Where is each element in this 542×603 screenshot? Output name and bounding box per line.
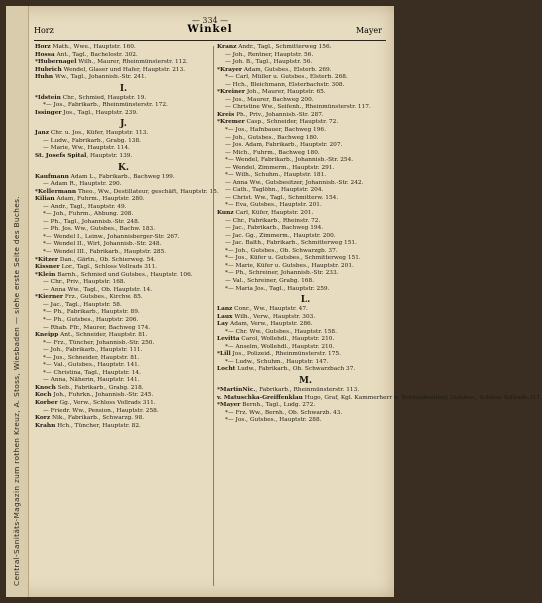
- directory-entry: Hubrich Wendel, Glaser und Hafer, Hauptstr. 213.: [35, 66, 186, 73]
- directory-entry: *— Wendel II., Wirt, Johannisb.-Str. 248.: [43, 241, 162, 248]
- directory-entry: Lay Adam, Verw., Hauptstr. 286.: [217, 321, 313, 328]
- directory-entry: *— Ludw., Schuhm., Hauptstr. 147.: [225, 358, 329, 365]
- directory-entry: *— Wendel III., Fabrikarb., Hauptstr. 285.: [43, 249, 167, 256]
- directory-entry: Locht Ludw., Fabrikarb., Ob. Schwarzbach 37.: [217, 366, 356, 373]
- directory-entry: *Krayer Adam, Gutsbes., Elsterb. 269.: [217, 66, 332, 73]
- directory-entry: Kilian Adam, Fuhrm., Hauptstr. 280.: [35, 196, 145, 203]
- directory-entry: *— Val., Gutsbes., Hauptstr. 141.: [43, 362, 140, 369]
- directory-entry: Kaufmann Adam L., Fabrikarb., Bachweg 199.: [35, 173, 175, 180]
- margin-advertisement-text: Central-Sanitäts-Magazin zum rothen Kreuz, A. Stoss, Wiesbaden — siehe erste Seite des Buches.: [12, 196, 21, 586]
- directory-entry: — Ph., Tagl., Johannisb.-Str. 248.: [43, 218, 140, 225]
- section-letter: K.: [118, 162, 129, 173]
- directory-entry: Kreis Ph., Priv., Johannisb.-Str. 287.: [217, 111, 324, 118]
- directory-entry: *Lill Jos., Polizeid., Rheinmünsterstr. 175.: [217, 351, 341, 358]
- directory-entry: — Anna Ww., Gutsbesitzer, Johannisb.-Str. 242.: [225, 179, 364, 186]
- directory-entry: *— Joh., Gutsbes., Ob. Schwarzgb. 37.: [225, 247, 338, 254]
- directory-entry: *— Chr. Ww., Gutsbes., Hauptstr. 158.: [225, 328, 337, 335]
- directory-entry: *MartinNic., Fabrikarb., Rheinmünsterstr. 113.: [217, 386, 360, 393]
- right-column: [217, 44, 542, 592]
- directory-entry: Issinger Jos., Tagl., Hauptstr. 239.: [35, 109, 138, 116]
- left-column: [35, 44, 219, 592]
- directory-entry: *Kierner Frz., Gutsbes., Kirchw. 85.: [35, 294, 143, 301]
- header-title: Winkel: [187, 24, 233, 35]
- directory-entry: — Jac. Gg., Zimmerm., Hauptstr. 200.: [225, 232, 336, 239]
- directory-entry: *— Wilh., Schuhm., Hauptstr. 181.: [225, 172, 327, 179]
- directory-entry: *— Jos., Hafnbauer, Bachweg 196.: [225, 127, 326, 134]
- section-letter: I.: [119, 83, 128, 94]
- directory-entry: — Anna, Näherin, Hauptstr. 141.: [43, 377, 140, 384]
- directory-entry: *— Eva, Gutsbes., Hauptstr. 201.: [225, 202, 322, 209]
- directory-entry: Levitta Carol, Wollehdl., Hauptstr. 210.: [217, 336, 335, 343]
- directory-entry: Huhn Ww., Tagl., Johannisb.-Str. 241.: [35, 74, 147, 81]
- directory-entry: — Jos. Adam, Fabrikarb., Hauptstr. 207.: [225, 142, 343, 149]
- directory-entry: Korber Gg., Verw., Schloss Vollrads 311.: [35, 399, 156, 406]
- directory-entry: — Rhab. Ffr., Maurer, Bachweg 174.: [43, 324, 151, 331]
- directory-entry: Kunz Carl, Küfer, Hauptstr. 201.: [217, 210, 314, 217]
- directory-entry: — Joh. B., Tagl., Hauptstr. 56.: [225, 59, 313, 66]
- directory-entry: *— Jos., Schneider, Hauptstr. 81.: [43, 354, 140, 361]
- column-divider: [213, 46, 214, 586]
- directory-entry: *— Christina, Tagl., Hauptstr. 14.: [43, 369, 141, 376]
- directory-entry: Knoch Seb., Fabrikarb., Grabg. 218.: [35, 384, 144, 391]
- directory-entry: — Andr., Tagl., Hauptstr. 49.: [43, 203, 127, 210]
- directory-entry: — Jac., Tagl., Hauptstr. 58.: [43, 301, 122, 308]
- directory-entry: — Christ. Ww., Tagl., Schmitterw. 154.: [225, 194, 339, 201]
- directory-entry: *— Ph., Gutsbes., Hauptstr. 206.: [43, 316, 139, 323]
- directory-entry: *— Frz. Ww., Bernh., Ob. Schwarzb. 43.: [225, 409, 343, 416]
- directory-entry: *— Jos., Gutsbes., Hauptstr. 288.: [225, 417, 322, 424]
- directory-entry: — Anna Ww., Tagl., Ob. Hauptstr. 14.: [43, 286, 153, 293]
- directory-entry: *Kitzer Dan., Gärtn., Ob. Schierweg. 54.: [35, 256, 156, 263]
- directory-entry: — Joh., Gutsbes., Bachweg 180.: [225, 134, 319, 141]
- directory-entry: Kneipp Ant., Schneider, Hauptstr. 81.: [35, 332, 148, 339]
- directory-entry: Horz Math., Wwe., Hauptstr. 160.: [35, 44, 136, 50]
- directory-entry: *— Anselm, Wollehdl., Hauptstr. 210.: [225, 343, 335, 350]
- section-letter: L.: [300, 295, 311, 306]
- directory-entry: *— Frz., Tüncher, Johannisb.-Str. 250.: [43, 339, 155, 346]
- directory-entry: *Kreiner Joh., Maurer, Hauptstr. 65.: [217, 89, 326, 96]
- directory-entry: — Mich., Fuhrm., Bachweg 180.: [225, 149, 320, 156]
- directory-entry: *Kellermann Theo., Ww., Destillateur, geschäft, Hauptstr. 15.: [35, 188, 219, 195]
- directory-entry: Koch Joh., Fuhrkn., Johannisb.-Str. 245.: [35, 392, 154, 399]
- advertisement-margin: [6, 6, 29, 597]
- header-rule: [34, 40, 386, 41]
- directory-entry: — Christine Ww., Seifenh., Rheinmünsterstr. 117.: [225, 104, 371, 111]
- directory-entry: *— Carl, Müller u. Gutsbes., Elsterb. 268.: [225, 74, 348, 81]
- directory-entry: *— Jos., Küfer u. Gutsbes., Schmitterweg 151.: [225, 255, 361, 262]
- directory-entry: — Jac., Fabrikarb., Bachweg 194.: [225, 225, 324, 232]
- directory-page: [6, 6, 542, 597]
- directory-entry: *— Ph., Fabrikarb., Hauptstr. 89.: [43, 309, 140, 316]
- directory-entry: — Val., Schreiner, Grabg. 168.: [225, 277, 314, 284]
- directory-entry: — Chr., Fabrikarb., Rheinstr. 72.: [225, 217, 321, 224]
- directory-entry: v. Matuschka-Greiffenklau Hugo, Graf, Kgl. Kammerherr u. Schlossbesitzer, Gutsbes., Schloss Vollrads 311.: [217, 394, 542, 401]
- directory-entry: *— Marie, Küfer u. Gutsbes., Hauptstr. 201.: [225, 262, 354, 269]
- directory-entry: — Joh., Rentner, Hauptstr. 56.: [225, 51, 314, 58]
- directory-entry: *Hubernagel Wilh., Maurer, Rheinmünsterstr. 112.: [35, 59, 188, 66]
- directory-entry: *Idstein Chr., Schmied, Hauptstr. 19.: [35, 94, 147, 101]
- directory-entry: — Hch., Bleichmann, Elsterbachstr. 308.: [225, 81, 345, 88]
- directory-entry: Kranz Andr., Tagl., Schmitterweg 156.: [217, 44, 332, 50]
- directory-entry: — Marie, Ww., Hauptstr. 114.: [43, 145, 130, 152]
- directory-entry: *— Wendel I., Leinw., Johannisberger-Str. 267.: [43, 233, 180, 240]
- directory-entry: *Klein Barnh., Schmied und Gutsbes., Hauptstr. 106.: [35, 271, 193, 278]
- directory-entry: Krahn Hch., Tüncher, Hauptstr. 82.: [35, 422, 141, 429]
- directory-entry: *Mayer Bernh., Tagl., Ludg. 272.: [217, 402, 316, 409]
- directory-entry: — Ludw., Fabrikarb., Grabg. 138.: [43, 137, 142, 144]
- directory-entry: *— Joh., Fuhrm., Ahbung. 208.: [43, 211, 134, 218]
- section-letter: M.: [298, 375, 313, 386]
- directory-entry: *— Ph., Schreiner, Johannisb.-Str. 233.: [225, 270, 339, 277]
- directory-entry: Lanz Conr., Ww., Hauptstr. 47.: [217, 306, 308, 313]
- directory-entry: Hossa Ant., Tagl., Bachelostr. 302.: [35, 51, 138, 58]
- directory-entry: St. Josefs Spital, Hauptstr. 139.: [35, 153, 133, 160]
- directory-entry: *— Jos., Fabrikarb., Rheinmünsterstr. 172.: [43, 102, 168, 109]
- directory-entry: — Joh., Fabrikarb., Hauptstr. 111.: [43, 347, 143, 354]
- directory-entry: — Adam R., Hauptstr. 290.: [43, 181, 122, 188]
- directory-entry: — Chr., Priv., Hauptstr. 168.: [43, 279, 126, 286]
- directory-entry: *— Wendel, Fabrikarb., Johannisb.-Str. 254.: [225, 157, 354, 164]
- directory-entry: — Friedr. Ww., Pension., Hauptstr. 258.: [43, 407, 159, 414]
- directory-entry: — Wendel, Zimmerm., Hauptstr. 291.: [225, 164, 335, 171]
- page-header: [34, 16, 386, 46]
- section-letter: J.: [120, 119, 127, 130]
- header-left-keyword: Horz: [34, 26, 54, 35]
- directory-entry: Korz Nik., Fabrikarb., Schwarzg. 98.: [35, 415, 145, 422]
- directory-entry: — Cath., Taglöhn., Hauptstr. 204.: [225, 187, 324, 194]
- directory-entry: Kissner Lor., Tagl., Schloss Vollrads 311.: [35, 264, 158, 271]
- directory-entry: — Jac. Balth., Fabrikarb., Schmitterweg 151.: [225, 240, 357, 247]
- directory-entry: Laux Wilh., Verw., Hauptstr. 303.: [217, 313, 316, 320]
- directory-entry: Janz Chr. u. Jos., Küfer, Hauptstr. 113.: [35, 130, 149, 137]
- directory-entry: *Kremer Casp., Schneider, Hauptstr. 72.: [217, 119, 339, 126]
- directory-entry: *— Maria Jos., Tagl., Hauptstr. 259.: [225, 285, 330, 292]
- page-number: — 334 —: [191, 16, 229, 25]
- directory-entry: — Ph. Jos. Ww., Gutsbes., Bachw. 183.: [43, 226, 156, 233]
- header-right-keyword: Mayer: [355, 26, 382, 35]
- directory-entry: — Jos., Maurer, Bachweg 200.: [225, 96, 314, 103]
